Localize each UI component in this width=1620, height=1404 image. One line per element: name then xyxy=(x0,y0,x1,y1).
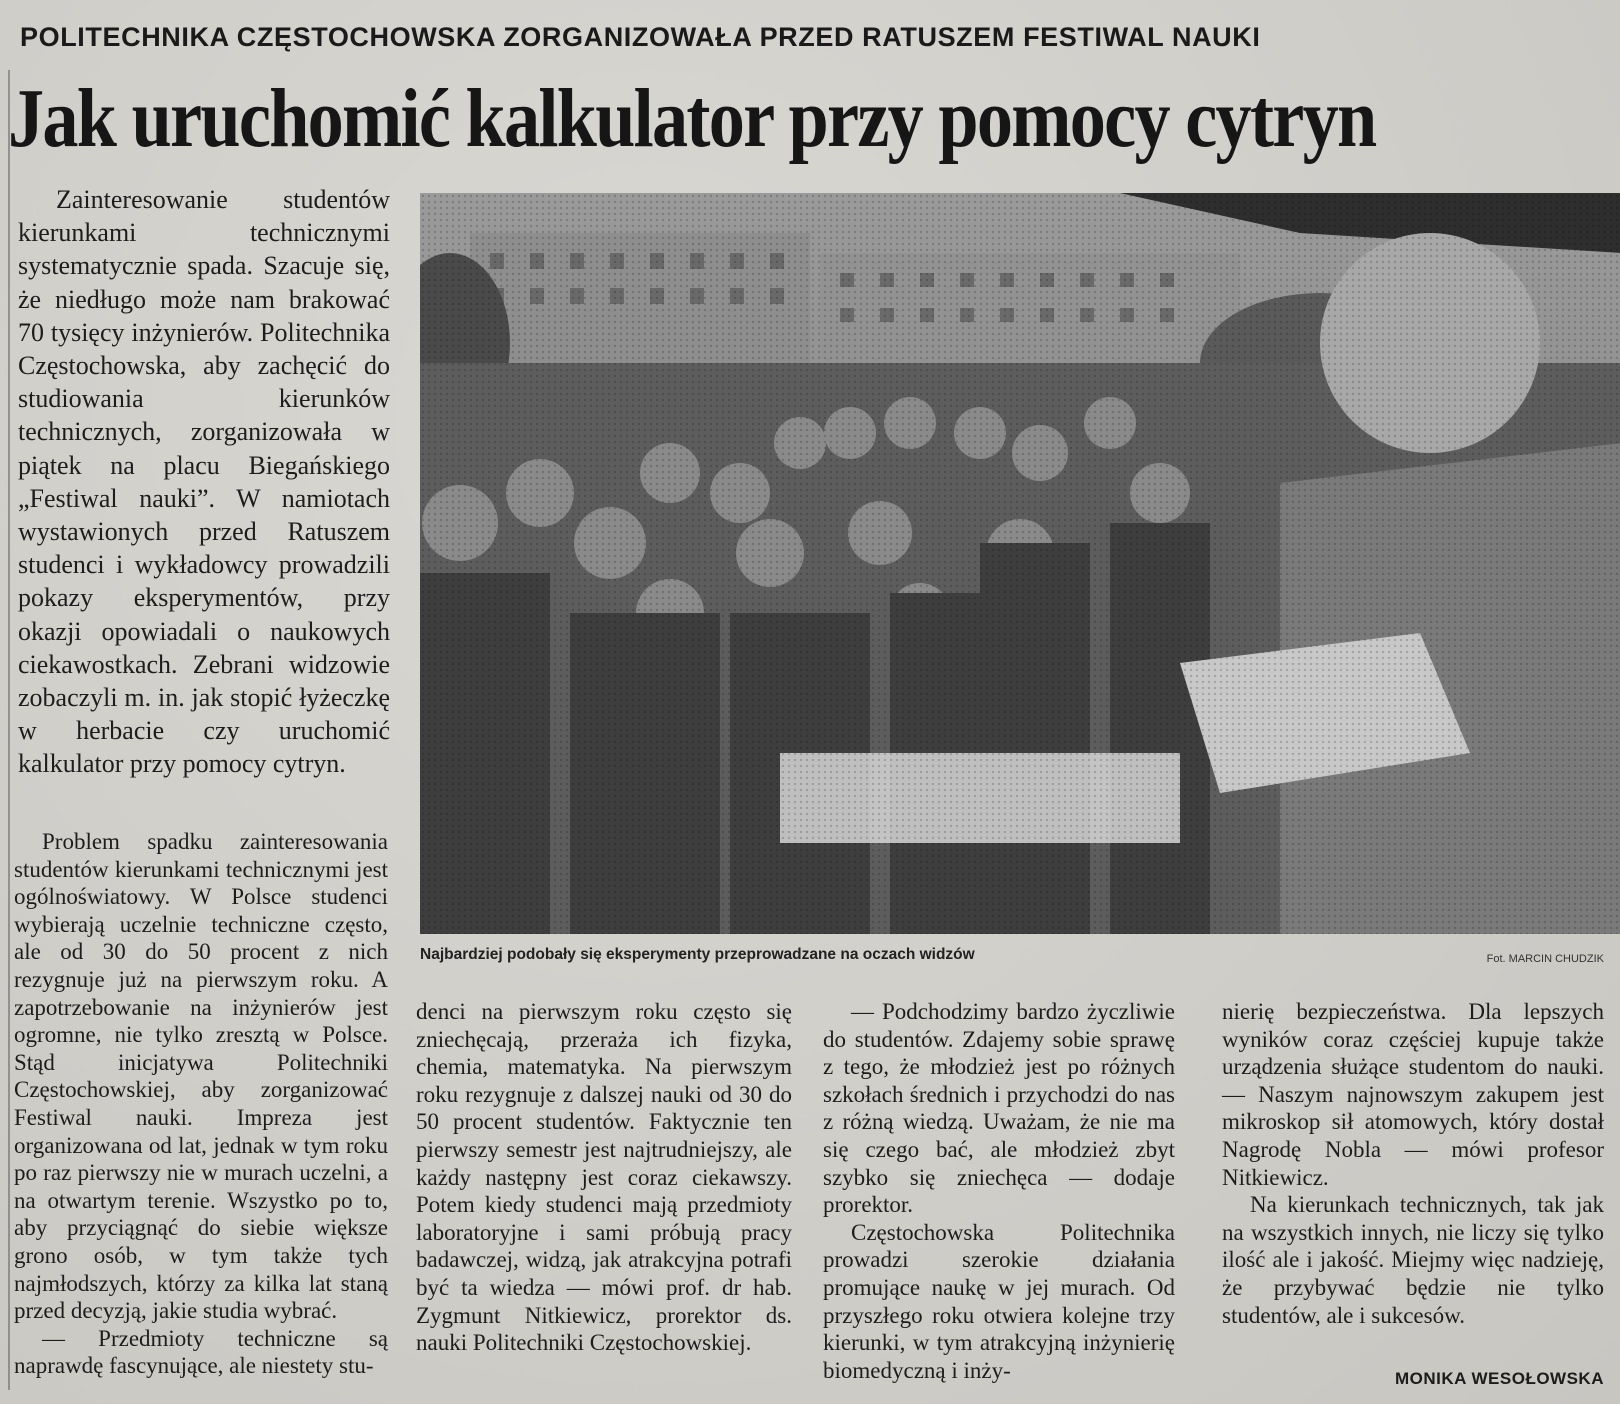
article-column-3 xyxy=(823,998,1175,1384)
body-paragraph: Częstochowska Politechnika prowadzi szerokie działania promujące naukę w jej murach. Od przyszłego roku otwiera kolejne trzy kierunki, w tym atrakcyjną inżynierię biomedyczną i inży- xyxy=(823,1219,1175,1383)
crowd-photo-image xyxy=(420,193,1620,934)
body-paragraph: — Podchodzimy bardzo życzliwie do studentów. Zdajemy sobie sprawę z tego, że młodzież jest po różnych szkołach średnich i przychodzi do nas z różną wiedzą. Uważam, że nie ma się czego bać, ale młodzież zbyt szybko się zniechęca — dodaje prorektor. xyxy=(823,999,1175,1218)
body-paragraph: — Przedmioty techniczne są naprawdę fascynujące, ale niestety stu- xyxy=(14,1325,388,1379)
body-paragraph: nierię bezpieczeństwa. Dla lepszych wyników coraz częściej kupuje także urządzenia służące studentom do nauki. — Naszym najnowszym zakupem jest mikroskop sił atomowych, który dostał Nagrodę Nobla — mówi profesor Nitkiewicz. xyxy=(1222,999,1604,1190)
article-byline: MONIKA WESOŁOWSKA xyxy=(1394,1369,1604,1388)
article-lead xyxy=(18,183,390,781)
article-column-4 xyxy=(1222,998,1604,1329)
article-kicker: POLITECHNIKA CZĘSTOCHOWSKA ZORGANIZOWAŁA PRZED RATUSZEM FESTIWAL NAUKI xyxy=(20,22,1261,52)
article-column-1 xyxy=(14,828,388,1380)
photo-caption: Najbardziej podobały się eksperymenty przeprowadzane na oczach widzów xyxy=(420,946,975,963)
article-photo xyxy=(420,193,1620,934)
article-column-2 xyxy=(416,998,792,1357)
column-rule xyxy=(8,70,10,1390)
photo-credit: Fot. MARCIN CHUDZIK xyxy=(1486,953,1604,965)
body-paragraph: denci na pierwszym roku często się zniechęcają, przeraża ich fizyka, chemia, matematyka. Na pierwszym roku rezygnuje z dalszej nauki od 30 do 50 procent studentów. Faktycznie ten pierwszy semestr jest najtrudniejszy, ale każdy następny jest coraz ciekawszy. Potem kiedy studenci mają przedmioty laboratoryjne i sami próbują pracy badawczej, widzą, jak atrakcyjna potrafi być ta wiedza — mówi prof. dr hab. Zygmunt Nitkiewicz, prorektor ds. nauki Politechniki Częstochowskiej. xyxy=(416,999,792,1356)
body-paragraph: Na kierunkach technicznych, tak jak na wszystkich innych, nie liczy się tylko ilość ale i jakość. Miejmy więc nadzieję, że przybywać będzie nie tylko studentów, ale i sukcesów. xyxy=(1222,1192,1604,1328)
lead-paragraph: Zainteresowanie studentów kierunkami technicznymi systematycznie spada. Szacuje się, że niedługo może nam brakować 70 tysięcy inżynierów. Politechnika Częstochowska, aby zachęcić do studiowania kierunków technicznych, zorganizowała w piątek na placu Biegańskiego „Festiwal nauki”. W namiotach wystawionych przed Ratuszem studenci i wykładowcy prowadzili pokazy eksperymentów, przy okazji opowiadali o naukowych ciekawostkach. Zebrani widzowie zobaczyli m. in. jak stopić łyżeczkę w herbacie czy uruchomić kalkulator przy pomocy cytryn. xyxy=(18,185,390,779)
article-headline: Jak uruchomić kalkulator przy pomocy cytryn xyxy=(8,72,1376,165)
body-paragraph: Problem spadku zainteresowania studentów kierunkami technicznymi jest ogólnoświatowy. W Polsce studenci wybierają uczelnie techniczne często, ale od 30 do 50 procent z nich rezygnuje już na pierwszym roku. A zapotrzebowanie na inżynierów jest ogromne, nie tylko zresztą w Polsce. Stąd inicjatywa Politechniki Częstochowskiej, aby zorganizować Festiwal nauki. Impreza jest organizowana od lat, jednak w tym roku po raz pierwszy nie w murach uczelni, a na otwartym terenie. Wszystko po to, aby przyciągnąć do siebie większe grono osób, w tym także tych najmłodszych, którzy za kilka lat staną przed decyzją, jakie studia wybrać. xyxy=(14,829,388,1324)
